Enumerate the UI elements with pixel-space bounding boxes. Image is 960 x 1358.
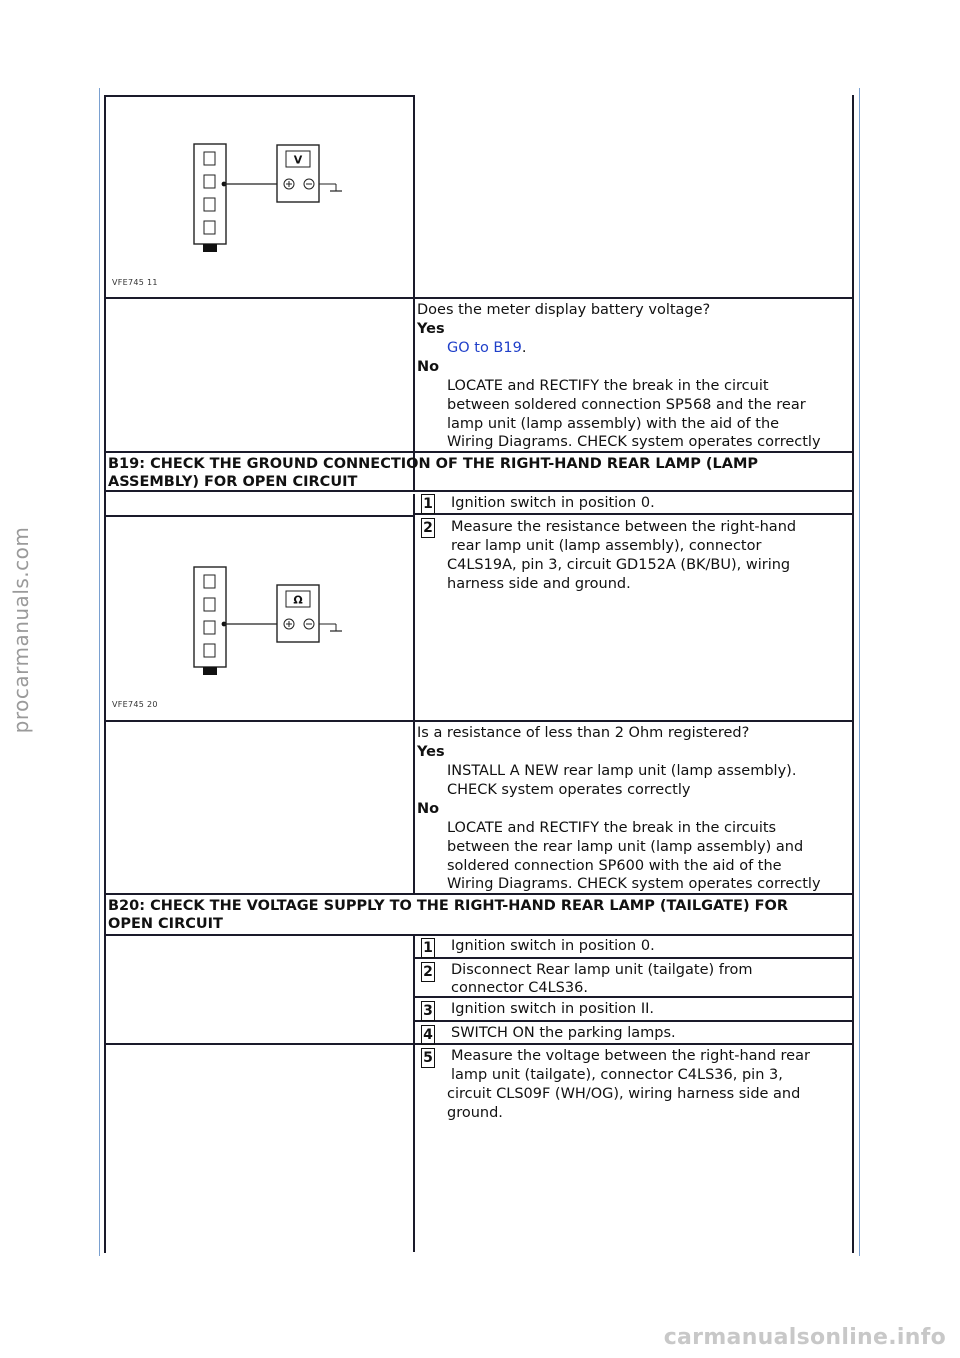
column-divider-1: [413, 95, 415, 490]
b19-step-1-text: Ignition switch in position 0.: [451, 495, 655, 511]
q2-no-line: between the rear lamp unit (lamp assembly) and: [447, 839, 804, 855]
b19-step-2-line: rear lamp unit (lamp assembly), connector: [451, 538, 762, 554]
bottom-watermark: carmanualsonline.info: [663, 1325, 946, 1350]
b20-step-2-line: Disconnect Rear lamp unit (tailgate) from: [451, 962, 753, 978]
q1-question: Does the meter display battery voltage?: [417, 302, 711, 318]
b20-step-4-number: 4: [421, 1025, 435, 1045]
right-blue-rule: [859, 88, 860, 1256]
b20-step-5-line: lamp unit (tailgate), connector C4LS36, pin 3,: [451, 1067, 783, 1083]
b19-heading-line: B19: CHECK THE GROUND CONNECTION OF THE RIGHT-HAND REAR LAMP (LAMP: [108, 456, 759, 472]
figure-ohmmeter-label: VFE745 20: [112, 700, 158, 709]
b20-step-5-number: 5: [421, 1048, 435, 1068]
q2-no-line: Wiring Diagrams. CHECK system operates correctly: [447, 876, 821, 892]
q2-question: Is a resistance of less than 2 Ohm registered?: [417, 725, 750, 741]
b20-step-1-text: Ignition switch in position 0.: [451, 938, 655, 954]
side-watermark-text: procarmanuals.com: [9, 526, 33, 734]
b19-heading-line: ASSEMBLY) FOR OPEN CIRCUIT: [108, 474, 358, 490]
b20-step-5-line: ground.: [447, 1105, 503, 1121]
q2-yes-label: Yes: [417, 744, 445, 760]
b20-step-4-text: SWITCH ON the parking lamps.: [451, 1025, 676, 1041]
row-rule-4: [413, 513, 854, 515]
b19-step-1-number: 1: [421, 494, 435, 514]
q2-yes-line: INSTALL A NEW rear lamp unit (lamp assembly).: [447, 763, 797, 779]
b20-step-2-number: 2: [421, 962, 435, 982]
row-rule-7: [104, 934, 854, 936]
row-rule-10: [413, 1020, 854, 1022]
row-rule-11: [104, 1043, 854, 1045]
figure-ohmmeter: [106, 517, 412, 719]
go-to-b19-link[interactable]: GO to B19: [447, 340, 522, 356]
q1-no-line: lamp unit (lamp assembly) with the aid of the: [447, 416, 780, 432]
b20-step-5-line: circuit CLS09F (WH/OG), wiring harness side and: [447, 1086, 801, 1102]
b20-step-2-line: connector C4LS36.: [451, 980, 588, 996]
q1-no-label: No: [417, 359, 440, 375]
row-rule-8: [413, 957, 854, 959]
b19-step-2-line: harness side and ground.: [447, 576, 631, 592]
voltmeter-diagram: [106, 97, 412, 296]
b20-step-1-number: 1: [421, 938, 435, 958]
b19-step-2-number: 2: [421, 518, 435, 538]
ohmmeter-diagram: [106, 517, 412, 719]
b20-step-3-number: 3: [421, 1001, 435, 1021]
q2-no-label: No: [417, 801, 440, 817]
q2-no-line: soldered connection SP600 with the aid of the: [447, 858, 782, 874]
figure-voltmeter: [106, 97, 412, 296]
row-rule-5: [104, 720, 854, 722]
column-divider-2: [413, 494, 415, 894]
b19-step-2-line: C4LS19A, pin 3, circuit GD152A (BK/BU), wiring: [447, 557, 791, 573]
ohmmeter-symbol: Ω: [293, 593, 303, 607]
right-border: [852, 95, 854, 1253]
q1-yes-action: GO to B19.: [447, 340, 527, 356]
q1-no-line: LOCATE and RECTIFY the break in the circuit: [447, 378, 769, 394]
q2-yes-line: CHECK system operates correctly: [447, 782, 691, 798]
b20-step-3-text: Ignition switch in position II.: [451, 1001, 655, 1017]
b19-step-2-line: Measure the resistance between the right-hand: [451, 519, 797, 535]
q1-yes-label: Yes: [417, 321, 445, 337]
voltmeter-symbol: V: [293, 153, 303, 167]
left-blue-rule: [99, 88, 100, 1256]
q1-no-line: between soldered connection SP568 and the rear: [447, 397, 806, 413]
b20-heading-line: OPEN CIRCUIT: [108, 916, 223, 932]
b20-heading-line: B20: CHECK THE VOLTAGE SUPPLY TO THE RIGHT-HAND REAR LAMP (TAILGATE) FOR: [108, 898, 789, 914]
q2-no-line: LOCATE and RECTIFY the break in the circuits: [447, 820, 777, 836]
side-watermark: [6, 470, 36, 790]
q1-no-line: Wiring Diagrams. CHECK system operates correctly: [447, 434, 821, 450]
row-rule-1: [104, 297, 854, 299]
column-divider-3: [413, 936, 415, 1252]
b20-step-5-line: Measure the voltage between the right-hand rear: [451, 1048, 810, 1064]
figure-voltmeter-label: VFE745 11: [112, 278, 158, 287]
